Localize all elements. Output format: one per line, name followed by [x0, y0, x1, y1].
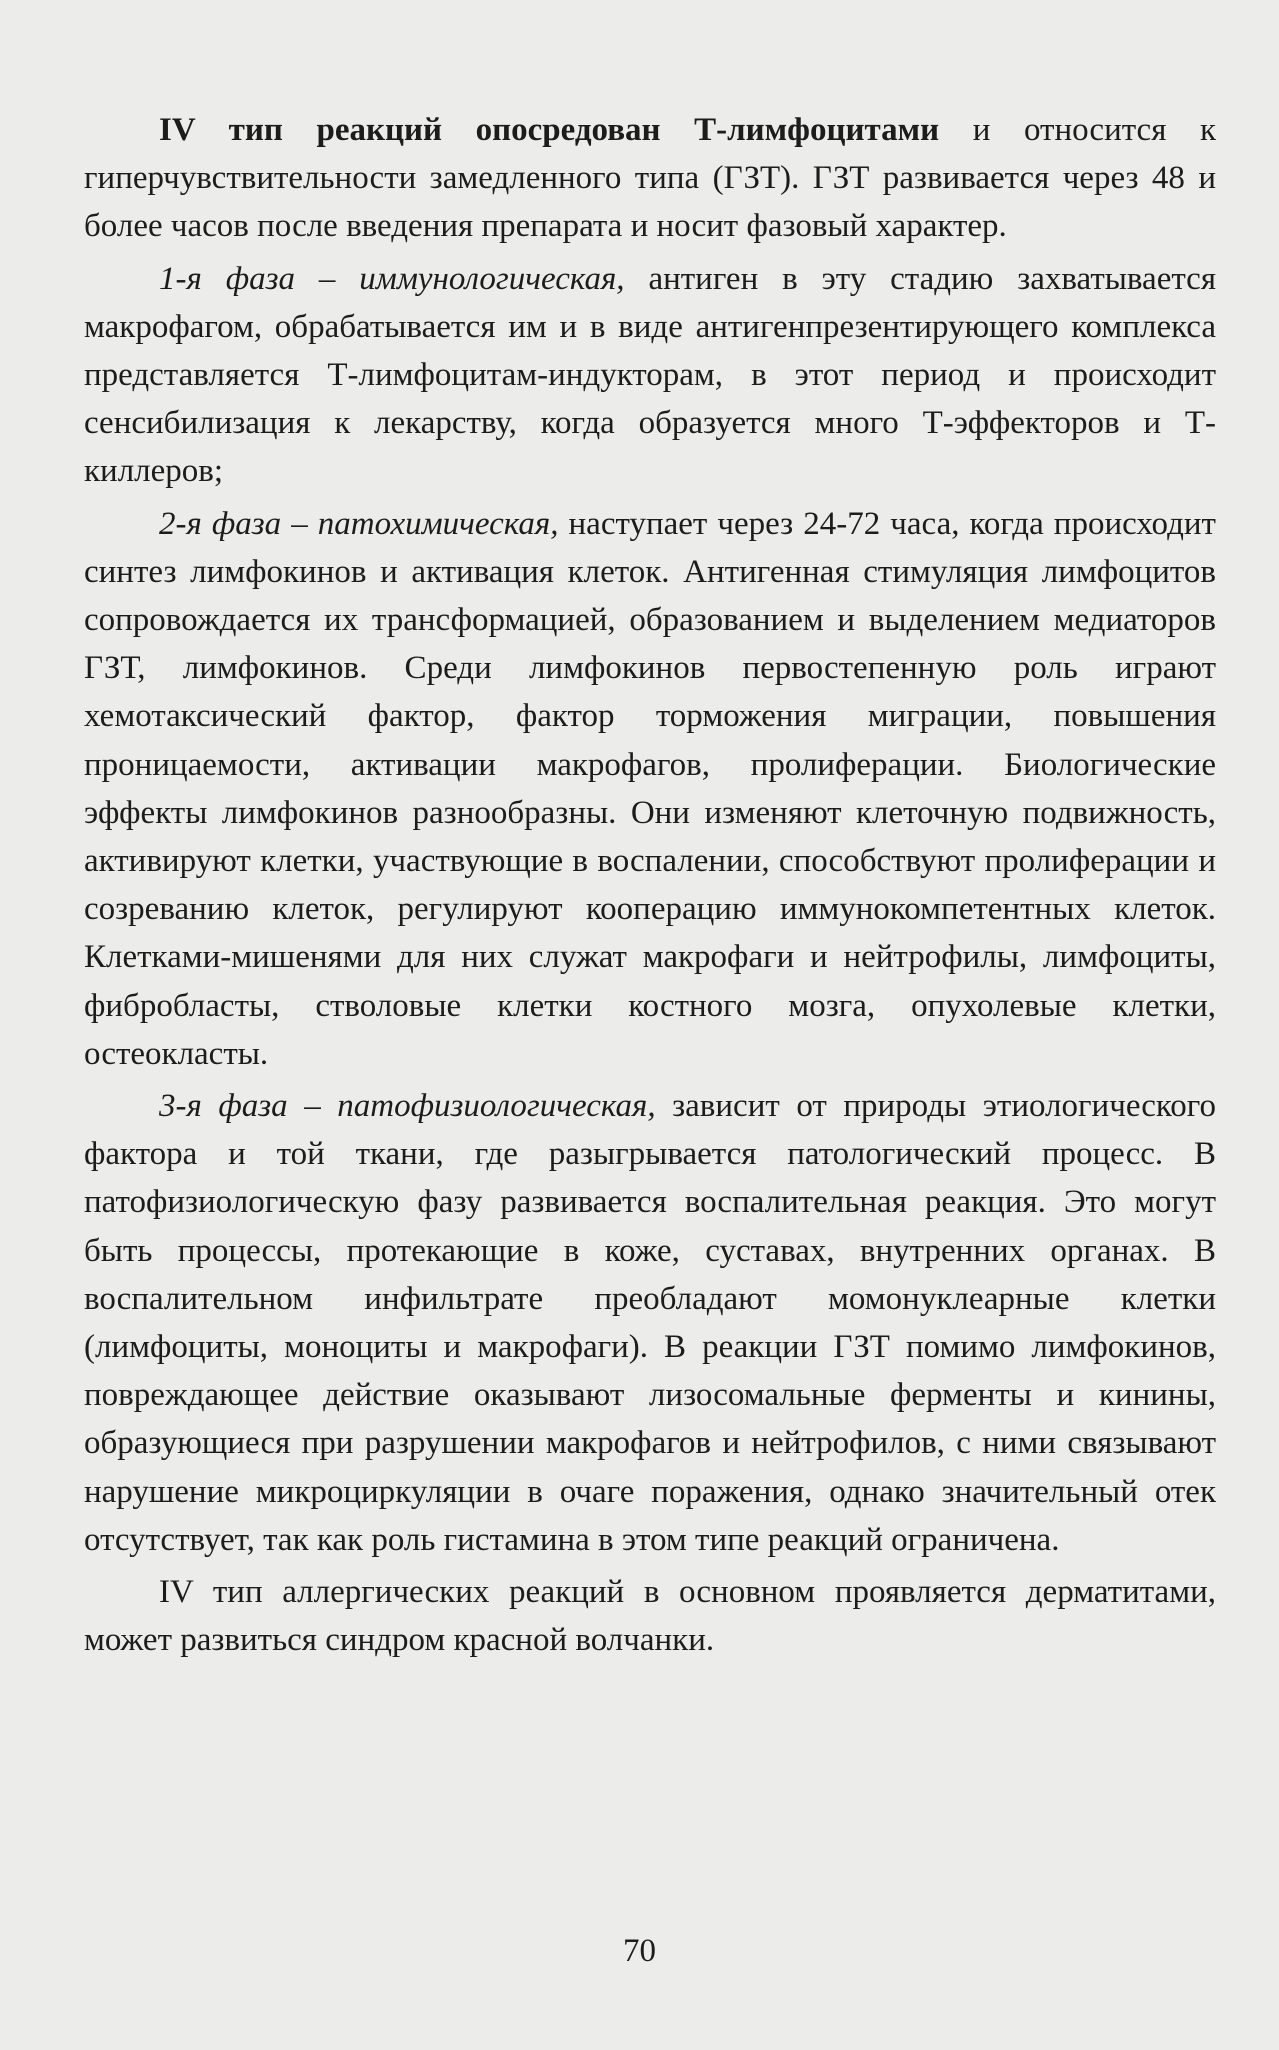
paragraph-3 — [84, 500, 1216, 1078]
page-number: 70 — [623, 1933, 656, 1969]
paragraph-1-body: и относится к гиперчувствительности замедленного типа (ГЗТ). ГЗТ развивается через 48 и более часов после введения препарата и носит фазовый характер. — [84, 112, 1216, 245]
paragraph-4-body: зависит от природы этиологического фактора и той ткани, где разыгрывается патологический процесс. В патофизиологическую фазу развивается воспалительная реакция. Это могут быть процессы, протекающие в коже, суставах, внутренних органах. В воспалительном инфильтрате преобладают момонуклеарные клетки (лимфоциты, моноциты и макрофаги). В реакции ГЗТ помимо лимфокинов, повреждающее действие оказывают лизосомальные ферменты и кинины, образующиеся при разрушении макрофагов и нейтрофилов, с ними связывают нарушение микроциркуляции в очаге поражения, однако значительный отек отсутствует, так как роль гистамина в этом типе реакций ограничена. — [84, 1088, 1217, 1558]
body-text — [84, 106, 1216, 1669]
paragraph-1-lead: IV тип реакций опосредован Т-лимфоцитами — [159, 112, 940, 148]
paragraph-2-body: антиген в эту стадию захватывается макрофагом, обрабатывается им и в виде антигенпрезентирующего комплекса представляется Т-лимфоцитам-индукторам, в этот период и происходит сенсибилизация к лекарству, когда образуется много Т-эффекторов и Т-киллеров; — [84, 260, 1217, 490]
paragraph-5-body: IV тип аллергических реакций в основном проявляется дерматитами, может развиться синдром красной волчанки. — [84, 1574, 1216, 1659]
paragraph-1 — [84, 106, 1216, 251]
paragraph-2 — [84, 255, 1216, 496]
paragraph-2-lead: 1-я фаза – иммунологическая, — [159, 260, 625, 297]
paragraph-4 — [84, 1082, 1216, 1564]
paragraph-4-lead: 3-я фаза – патофизиологическая, — [159, 1088, 656, 1125]
paragraph-5 — [84, 1568, 1216, 1664]
paragraph-3-body: наступает через 24-72 часа, когда происходит синтез лимфокинов и активация клеток. Антигенная стимуляция лимфоцитов сопровождается их трансформацией, образованием и выделением медиаторов ГЗТ, лимфокинов. Среди лимфокинов первостепенную роль играют хемотаксический фактор, фактор торможения миграции, повышения проницаемости, активации макрофагов, пролиферации. Биологические эффекты лимфокинов разнообразны. Они изменяют клеточную подвижность, активируют клетки, участвующие в воспалении, способствуют пролиферации и созреванию клеток, регулируют кооперацию иммунокомпетентных клеток. Клетками-мишенями для них служат макрофаги и нейтрофилы, лимфоциты, фибробласты, стволовые клетки костного мозга, опухолевые клетки, остеокласты. — [84, 505, 1216, 1072]
paragraph-3-lead: 2-я фаза – патохимическая, — [159, 505, 559, 542]
